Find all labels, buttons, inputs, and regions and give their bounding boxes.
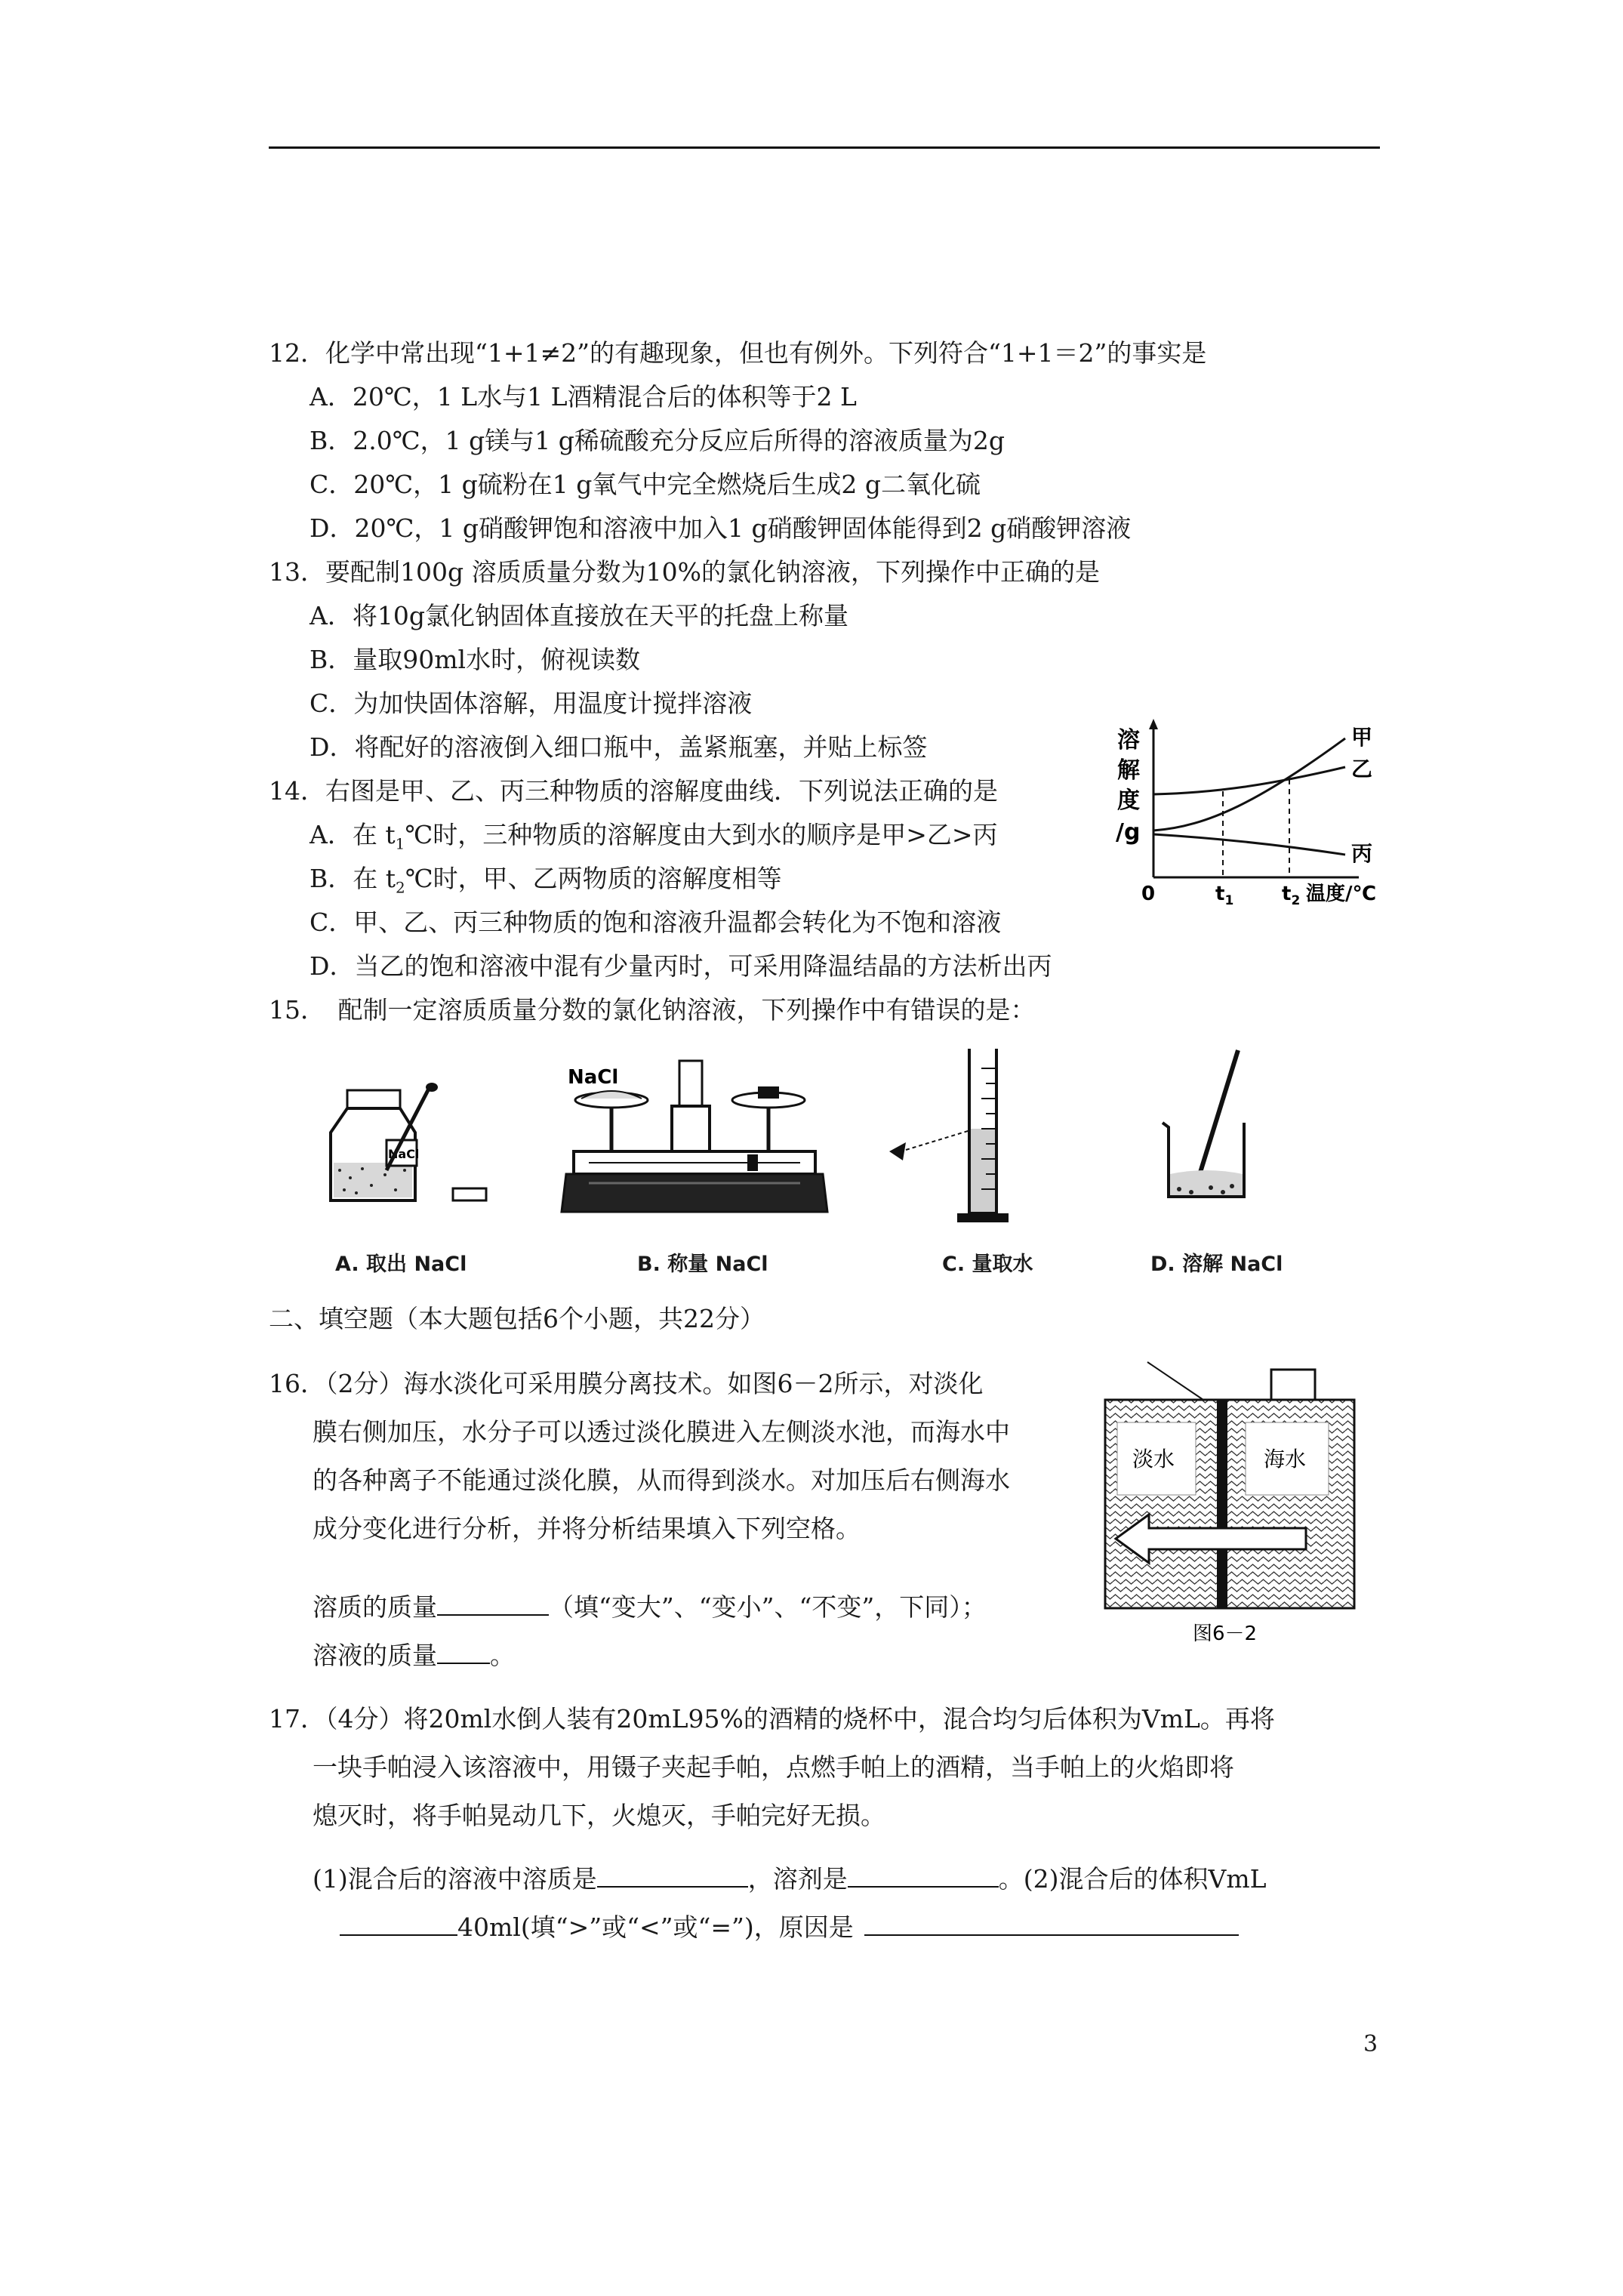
caption-b: B. 称量 NaCl (637, 1253, 768, 1276)
graph-origin: 0 (1141, 883, 1156, 905)
figure-c-measure-water (876, 1046, 1042, 1227)
q15-stem: 15． 配制一定溶质质量分数的氯化钠溶液，下列操作中有错误的是： (269, 995, 1036, 1025)
q17-line-1: 17．（4分）将20ml水倒人装有20mL95%的酒精的烧杯中，混合均匀后体积为VmL。再将 (269, 1704, 1275, 1734)
curve-jia (1153, 738, 1345, 831)
solution-mass-blank[interactable] (437, 1643, 490, 1664)
solvent-blank[interactable] (848, 1866, 999, 1888)
q13-option-c: C．为加快固体溶解，用温度计搅拌溶液 (310, 689, 753, 718)
q14-stem: 14．右图是甲、乙、丙三种物质的溶解度曲线．下列说法正确的是 (269, 776, 998, 806)
piston (1271, 1370, 1315, 1400)
q17-line-4: (1)混合后的溶液中溶质是 ，溶剂是 。(2)混合后的体积VmL (313, 1864, 1267, 1894)
balance-base (562, 1174, 827, 1212)
label-fresh-water: 淡水 (1132, 1447, 1175, 1472)
q14-option-a: A．在 $t_1℃$时，三种物质的溶解度由大到水的顺序是甲>乙>丙 (310, 820, 998, 853)
reason-blank[interactable] (864, 1915, 1239, 1936)
graph-ylabel-3: 度 (1117, 787, 1140, 814)
q17-line-5: 40ml(填“>”或“<”或“=”)，原因是 (340, 1915, 1239, 1940)
q12-stem: 12．化学中常出现“1+1≠2”的有趣现象，但也有例外。下列符合“1+1＝2”的事实是 (269, 338, 1207, 368)
tick-t1: $t_1$ (1215, 883, 1234, 906)
comparison-blank[interactable] (340, 1915, 457, 1936)
q13-option-d: D．将配好的溶液倒入细口瓶中，盖紧瓶塞，并贴上标签 (310, 732, 928, 762)
figure-6-2-membrane (1102, 1359, 1359, 1646)
q16-line-1: 16．（2分）海水淡化可采用膜分离技术。如图6－2所示，对淡化 (269, 1369, 984, 1398)
balance-nacl-label: NaCl (568, 1066, 619, 1089)
label-seawater: 海水 (1264, 1447, 1307, 1472)
caption-c: C. 量取水 (942, 1253, 1033, 1276)
q12-option-a: A．20℃，1 L水与1 L酒精混合后的体积等于2 L (310, 382, 857, 411)
figure-d-dissolve-nacl (1147, 1046, 1298, 1212)
page-number: 3 (1363, 2031, 1378, 2057)
section-2-heading: 二、填空题（本大题包括6个小题，共22分） (269, 1304, 765, 1333)
jar-label-text: NaCl (388, 1147, 420, 1161)
q16-line-6: 溶液的质量 。 (313, 1641, 515, 1670)
graph-xlabel: 温度/℃ (1306, 883, 1376, 905)
figure-6-2-caption: 图6－2 (1193, 1623, 1258, 1645)
curve-bing (1153, 834, 1345, 855)
graph-y-arrow (1149, 719, 1158, 729)
q16-line-3: 的各种离子不能通过淡化膜，从而得到淡水。对加压后右侧海水 (313, 1465, 1010, 1495)
caption-d: D. 溶解 NaCl (1150, 1253, 1283, 1276)
label-bing: 丙 (1351, 841, 1373, 866)
q16-line-4: 成分变化进行分析，并将分析结果填入下列空格。 (313, 1514, 861, 1543)
q12-option-d: D．20℃，1 g硝酸钾饱和溶液中加入1 g硝酸钾固体能得到2 g硝酸钾溶液 (310, 513, 1132, 543)
graph-ylabel-1: 溶 (1117, 727, 1140, 754)
q13-stem: 13．要配制100g 溶质质量分数为10%的氯化钠溶液，下列操作中正确的是 (269, 557, 1100, 587)
sight-line (906, 1129, 975, 1150)
q12-option-c: C．20℃，1 g硫粉在1 g氧气中完全燃烧后生成2 g二氧化硫 (310, 470, 981, 499)
graph-ylabel-2: 解 (1117, 757, 1140, 784)
label-yi: 乙 (1351, 757, 1373, 781)
header-rule (269, 146, 1380, 149)
caption-a: A. 取出 NaCl (335, 1253, 467, 1276)
q14-option-b: B．在 $t_2℃$时，甲、乙两物质的溶解度相等 (310, 864, 782, 897)
q12-option-b: B．2.0℃，1 g镁与1 g稀硫酸充分反应后所得的溶液质量为2g (310, 426, 1005, 455)
pointer-line (1147, 1362, 1203, 1400)
desalination-membrane (1217, 1400, 1227, 1608)
q17-line-2: 一块手帕浸入该溶液中，用镊子夹起手帕，点燃手帕上的酒精，当手帕上的火焰即将 (313, 1752, 1234, 1782)
label-jia: 甲 (1351, 725, 1373, 750)
figure-b-weigh-nacl (559, 1053, 830, 1227)
q13-option-a: A．将10g氯化钠固体直接放在天平的托盘上称量 (310, 601, 848, 630)
solute-mass-blank[interactable] (437, 1595, 549, 1616)
figure-a-take-nacl (317, 1080, 506, 1208)
curve-yi (1153, 767, 1345, 794)
q16-line-5: 溶质的质量 （填“变大”、“变小”、“不变”，下同）； (313, 1592, 987, 1622)
solubility-curve-figure (1102, 717, 1389, 906)
solute-blank[interactable] (597, 1866, 748, 1888)
graph-ylabel-4: /g (1116, 819, 1141, 846)
balance-pointer-frame (679, 1061, 702, 1106)
jar-stopper (453, 1188, 486, 1200)
q14-option-c: C．甲、乙、丙三种物质的饱和溶液升温都会转化为不饱和溶液 (310, 908, 1002, 937)
q13-option-b: B．量取90ml水时，俯视读数 (310, 645, 641, 674)
eye-icon (889, 1142, 906, 1160)
tick-t2: $t_2$ (1282, 883, 1301, 906)
q17-line-3: 熄灭时，将手帕晃动几下，火熄灭，手帕完好无损。 (313, 1801, 885, 1830)
q14-option-d: D．当乙的饱和溶液中混有少量丙时，可采用降温结晶的方法析出丙 (310, 951, 1052, 981)
q16-line-2: 膜右侧加压，水分子可以透过淡化膜进入左侧淡水池，而海水中 (313, 1417, 1010, 1447)
